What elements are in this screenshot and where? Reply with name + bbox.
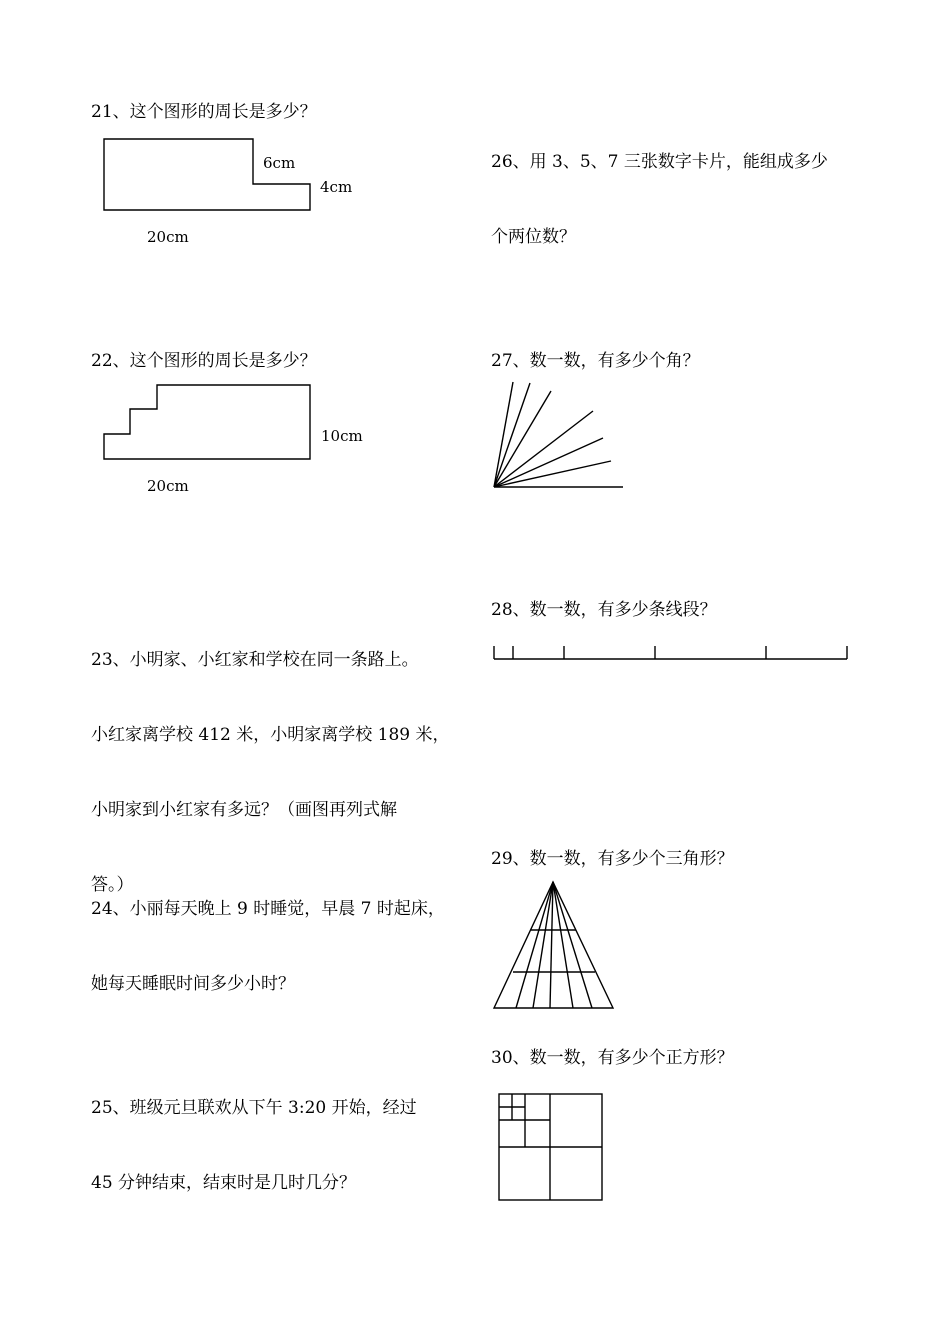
dimension-label-4cm: 4cm	[320, 178, 353, 196]
dimension-label-10cm: 10cm	[321, 427, 363, 445]
question-28-text: 28、数一数，有多少条线段？	[491, 600, 717, 620]
question-30-text: 30、数一数，有多少个正方形？	[491, 1048, 734, 1068]
question-28-segment-figure	[485, 638, 855, 668]
dimension-label-6cm: 6cm	[263, 154, 296, 172]
question-23-line-1: 23、小明家、小红家和学校在同一条路上。	[91, 650, 419, 670]
dimension-label-20cm: 20cm	[147, 477, 189, 495]
question-25-line-1: 25、班级元旦联欢从下午 3:20 开始，经过	[91, 1098, 417, 1118]
question-21-text: 21、这个图形的周长是多少？	[91, 102, 317, 122]
question-23-line-3: 小明家到小红家有多远？（画图再列式解	[91, 800, 397, 820]
question-29-text: 29、数一数，有多少个三角形？	[491, 849, 734, 869]
question-25-line-2: 45 分钟结束，结束时是几时几分？	[91, 1173, 357, 1193]
question-22-text: 22、这个图形的周长是多少？	[91, 351, 317, 371]
question-26-text	[491, 100, 828, 275]
question-24-text	[91, 847, 445, 1022]
question-24-line-1: 24、小丽每天晚上 9 时睡觉，早晨 7 时起床，	[91, 899, 445, 919]
inner-line-1	[516, 882, 553, 1008]
inner-line-5	[553, 882, 592, 1008]
outer-triangle	[494, 882, 613, 1008]
question-23-line-4: 答。）	[91, 875, 134, 895]
question-24-line-2: 她每天睡眠时间多少小时？	[91, 974, 295, 994]
question-27-angle-figure	[485, 375, 635, 495]
question-30-square-figure	[490, 1085, 615, 1210]
question-25-text	[91, 1046, 417, 1221]
inner-line-4	[553, 882, 573, 1008]
question-26-line-1: 26、用 3、5、7 三张数字卡片，能组成多少	[491, 152, 828, 172]
question-29-triangle-figure	[485, 875, 625, 1015]
dimension-label-20cm: 20cm	[147, 228, 189, 246]
staircase-shape	[104, 385, 310, 459]
question-21-figure	[95, 130, 375, 255]
question-27-text: 27、数一数，有多少个角？	[491, 351, 700, 371]
question-26-line-2: 个两位数？	[491, 227, 576, 247]
stepped-rectangle-shape	[104, 139, 310, 210]
question-22-figure	[95, 378, 375, 503]
question-23-line-2: 小红家离学校 412 米，小明家离学校 189 米，	[91, 725, 450, 745]
